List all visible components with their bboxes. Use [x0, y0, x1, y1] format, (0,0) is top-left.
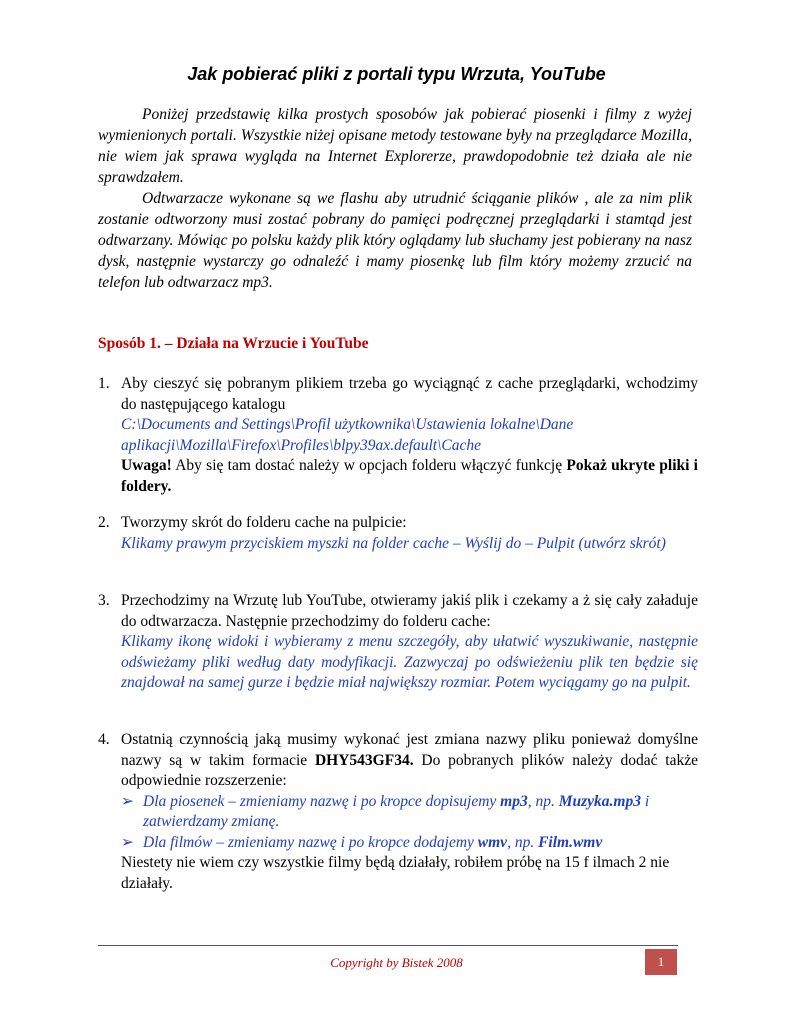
example-filename: Film.wmv — [538, 833, 603, 851]
warning — [121, 456, 698, 497]
intro-paragraph-1: Poniżej przedstawię kilka prostych sposobów jak pobierać piosenki i filmy z wyżej wymienionych portali. Wszystkie niżej opisane metody testowane były na przeglądarce Mozilla, nie wiem jak sprawa wygląda na Internet Explorerze, prawdopodobnie też działa ale nie sprawdzałem. — [98, 106, 692, 186]
step-1 — [98, 374, 698, 497]
bullet-text: i zatwierdzamy zmianę. — [143, 792, 650, 830]
step-text — [121, 730, 698, 792]
bullet-video — [121, 833, 698, 854]
step-4 — [98, 730, 698, 894]
warning-label: Uwaga! — [121, 457, 172, 474]
step-note: Niestety nie wiem czy wszystkie filmy będą działały, robiłem próbę na 15 f ilmach 2 nie działały. — [121, 854, 670, 892]
page-number-badge: 1 — [645, 949, 677, 975]
intro — [98, 104, 692, 293]
arrow-bullet-icon: ➢ — [121, 792, 134, 810]
arrow-bullet-icon: ➢ — [121, 833, 134, 851]
bullet-text: Dla piosenek – zmieniamy nazwę i po kropce dopisujemy — [143, 792, 501, 810]
default-filename: DHY543GF34. — [314, 751, 414, 769]
extension-wmv: wmv — [477, 833, 508, 851]
bullet-music — [121, 792, 698, 833]
step-3 — [98, 591, 698, 694]
bullet-text: , np. — [507, 833, 539, 851]
step-number: 4. — [98, 731, 110, 748]
bullet-text: , np. — [527, 792, 559, 810]
step-text: Aby cieszyć się pobranym plikiem trzeba go wyciągnąć z cache przeglądarki, wchodzimy do następującego katalogu — [121, 375, 698, 413]
footer-divider — [98, 945, 678, 946]
step-number: 2. — [98, 514, 110, 531]
step-number: 3. — [98, 592, 110, 609]
step-text: Tworzymy skrót do folderu cache na pulpicie: — [121, 514, 407, 531]
step-text: Przechodzimy na Wrzutę lub YouTube, otwieramy jakiś plik i czekamy a ż się cały załaduje do odtwarzacza. Następnie przechodzimy do folderu cache: — [121, 592, 698, 630]
warning-option: Pokaż ukryte pliki i foldery. — [121, 457, 698, 495]
example-filename: Muzyka.mp3 — [558, 792, 641, 810]
step-2 — [98, 513, 698, 554]
step-text-part: Ostatnią czynnością jaką musimy wykonać jest zmiana nazwy pliku ponieważ domyślne nazwy są w takim formacie — [121, 731, 698, 769]
step-text-part: Do pobranych plików należy dodać także odpowiednie rozszerzenie: — [121, 751, 698, 789]
step-number: 1. — [98, 375, 110, 392]
step-instruction: Klikamy ikonę widoki i wybieramy z menu szczegóły, aby ułatwić wyszukiwanie, następnie odświeżamy pliki według daty modyfikacji. Zazwyczaj po odświeżeniu plik ten będzie się znajdował na samej gurze i będzie miał największy rozmiar. Potem wyciągamy go na pulpit. — [121, 633, 698, 691]
extension-mp3: mp3 — [500, 792, 528, 810]
step-instruction: Klikamy prawym przyciskiem myszki na folder cache – Wyślij do – Pulpit (utwórz skrót) — [121, 534, 666, 552]
warning-text: Aby się tam dostać należy w opcjach folderu włączyć funkcję — [171, 457, 567, 474]
bullet-text: Dla filmów – zmieniamy nazwę i po kropce dodajemy — [143, 833, 478, 851]
cache-path: C:\Documents and Settings\Profil użytkownika\Ustawienia lokalne\Dane aplikacji\Mozilla\Firefox\Profiles\blpy39ax.default\Cache — [121, 416, 574, 454]
footer-copyright: Copyright by Bistek 2008 — [330, 955, 463, 970]
document-title: Jak pobierać pliki z portali typu Wrzuta, YouTube — [187, 64, 606, 84]
intro-paragraph-2: Odtwarzacze wykonane są we flashu aby utrudnić ściąganie plików , ale za nim plik zostanie odtworzony musi zostać pobrany do pamięci podręcznej przeglądarki i stamtąd jest odtwarzany. Mówiąc po polsku każdy plik który oglądamy lub słuchamy jest pobierany na nasz dysk, następnie wystarczy go odnaleźć i mamy piosenkę lub film który możemy zrzucić na telefon lub odtwarzacz mp3. — [98, 190, 692, 291]
section-heading: Sposób 1. – Działa na Wrzucie i YouTube — [98, 335, 369, 352]
